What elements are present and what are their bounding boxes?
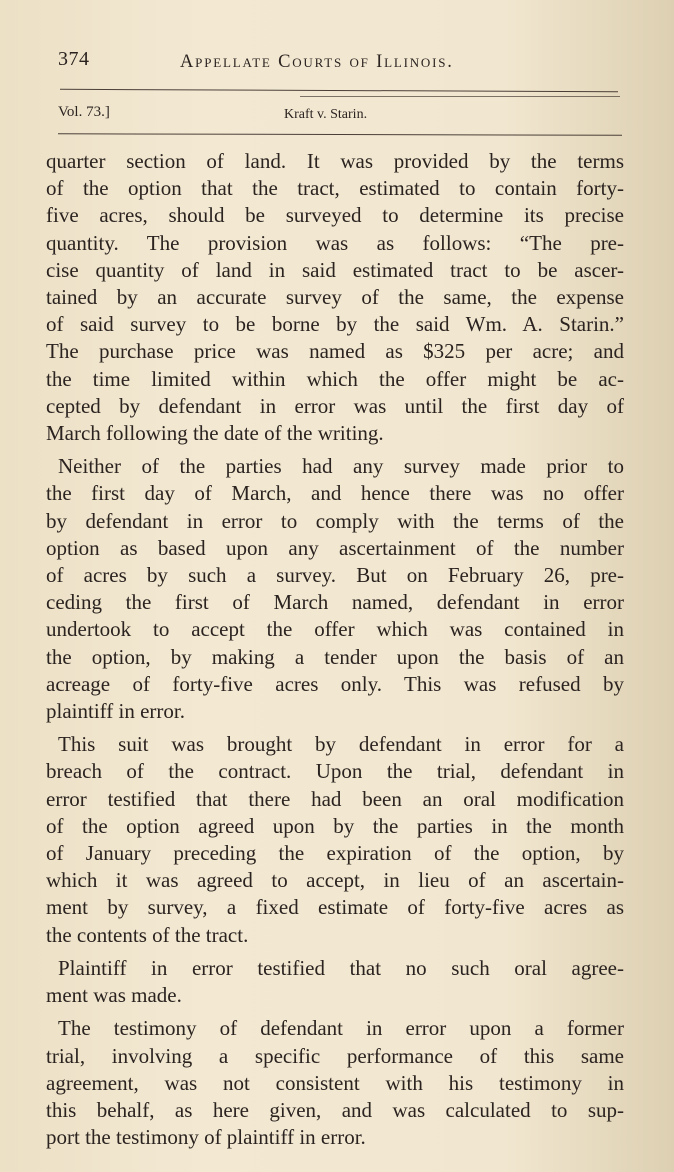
text-line: acreage of forty-five acres only. This was refused by bbox=[46, 671, 624, 696]
text-line: of the option that the tract, estimated to contain forty- bbox=[46, 176, 624, 201]
text-line: cepted by defendant in error was until the first day of bbox=[46, 393, 624, 418]
volume-reference: Vol. 73.] bbox=[58, 104, 110, 120]
text-line: the option, by making a tender upon the basis of an bbox=[46, 644, 624, 669]
text-line: the time limited within which the offer might be ac- bbox=[46, 366, 624, 391]
text-line: the first day of March, and hence there was no offer bbox=[46, 481, 624, 506]
body-text bbox=[46, 148, 624, 1151]
text-line: breach of the contract. Upon the trial, defendant in bbox=[46, 759, 624, 784]
case-name: Kraft v. Starin. bbox=[284, 107, 368, 122]
text-line: The purchase price was named as $325 per acre; and bbox=[46, 339, 624, 364]
text-line: the contents of the tract. bbox=[46, 922, 249, 947]
text-line: March following the date of the writing. bbox=[46, 421, 384, 446]
text-line: of said survey to be borne by the said Wm. A. Starin.” bbox=[46, 312, 624, 337]
text-line: quantity. The provision was as follows: “The pre- bbox=[46, 230, 624, 255]
text-line: five acres, should be surveyed to determine its precise bbox=[46, 203, 624, 228]
text-line: of the option agreed upon by the parties in the month bbox=[46, 813, 624, 838]
text-line: error testified that there had been an oral modification bbox=[46, 786, 624, 811]
page-header bbox=[40, 40, 640, 90]
text-line: plaintiff in error. bbox=[46, 699, 185, 724]
text-line: tained by an accurate survey of the same, the expense bbox=[46, 285, 624, 310]
text-line: ment by survey, a fixed estimate of forty-five acres as bbox=[46, 895, 624, 920]
text-line: by defendant in error to comply with the terms of the bbox=[46, 508, 624, 533]
text-line: cise quantity of land in said estimated tract to be ascer- bbox=[46, 257, 624, 282]
text-line: port the testimony of plaintiff in error. bbox=[46, 1125, 366, 1150]
text-line: Plaintiff in error testified that no such oral agree- bbox=[58, 955, 624, 980]
header-rule-top-secondary bbox=[300, 96, 620, 97]
text-line: agreement, was not consistent with his testimony in bbox=[46, 1070, 624, 1095]
text-line: This suit was brought by defendant in error for a bbox=[58, 732, 624, 757]
text-line: of January preceding the expiration of the option, by bbox=[46, 841, 624, 866]
text-line: ment was made. bbox=[46, 983, 182, 1008]
text-line: trial, involving a specific performance of this same bbox=[46, 1043, 624, 1068]
text-line: The testimony of defendant in error upon a former bbox=[58, 1016, 624, 1041]
page-number: 374 bbox=[58, 48, 90, 70]
paragraph bbox=[46, 955, 624, 1009]
text-line: which it was agreed to accept, in lieu of an ascertain- bbox=[46, 868, 624, 893]
paragraph bbox=[46, 731, 624, 949]
paragraph bbox=[46, 453, 624, 725]
text-line: option as based upon any ascertainment of the number bbox=[46, 535, 624, 560]
text-line: undertook to accept the offer which was contained in bbox=[46, 617, 624, 642]
text-line: ceding the first of March named, defendant in error bbox=[46, 590, 624, 615]
paragraph bbox=[46, 148, 624, 447]
text-line: of acres by such a survey. But on February 26, pre- bbox=[46, 563, 624, 588]
running-title: Appellate Courts of Illinois. bbox=[180, 52, 454, 72]
text-line: quarter section of land. It was provided by the terms bbox=[46, 149, 624, 173]
text-line: this behalf, as here given, and was calculated to sup- bbox=[46, 1097, 624, 1122]
text-line: Neither of the parties had any survey made prior to bbox=[58, 454, 624, 479]
paragraph bbox=[46, 1015, 624, 1151]
header-rule-bottom bbox=[58, 133, 622, 135]
